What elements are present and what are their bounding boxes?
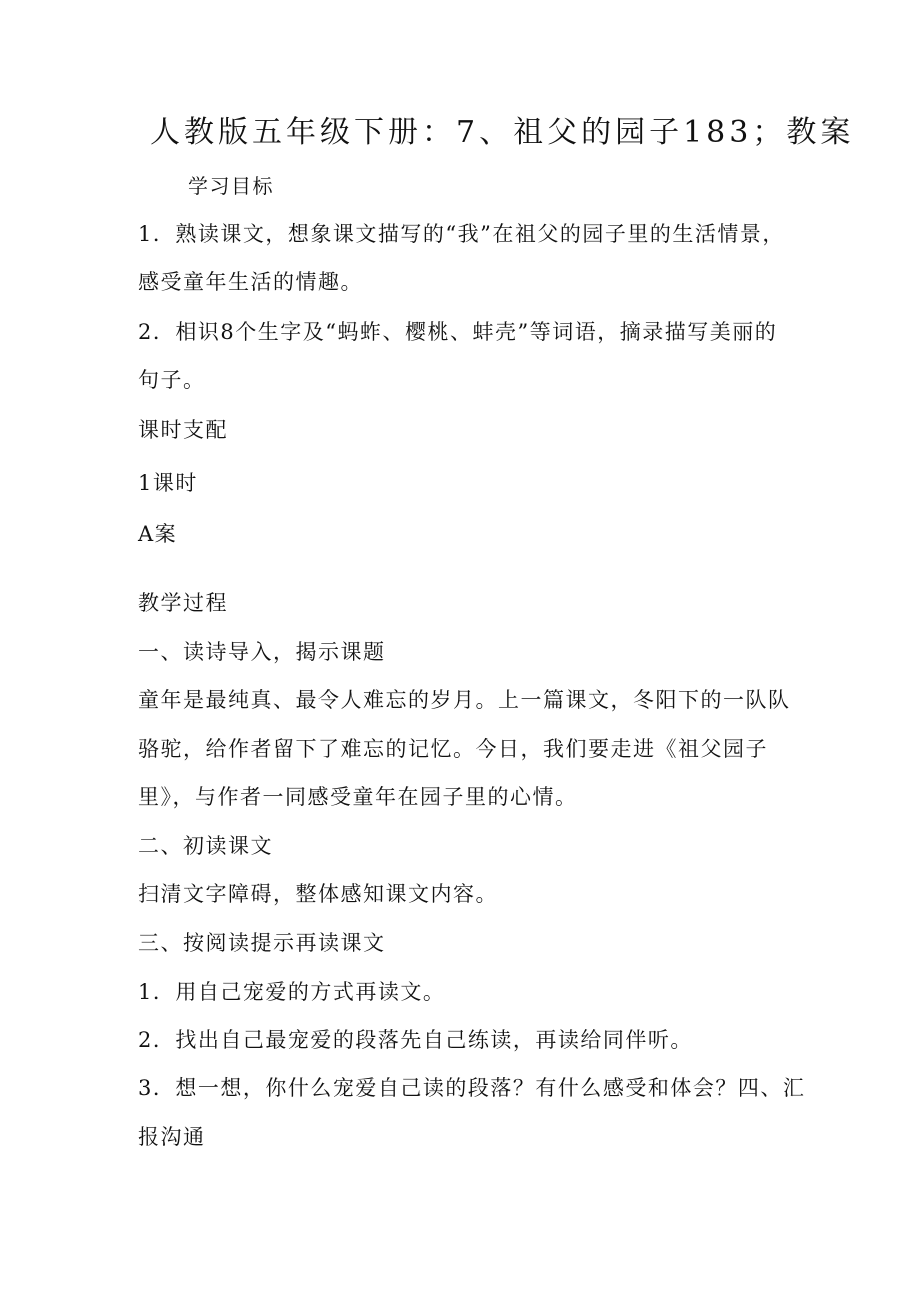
process-heading: 教学过程 [138, 591, 228, 615]
step-3-item-3-line-1: 3．想一想，你什么宠爱自己读的段落？有什么感受和体会？四、汇 [138, 1076, 806, 1100]
step-1-text-line-3: 里》，与作者一同感受童年在园子里的心情。 [138, 785, 578, 809]
step-2-text: 扫清文字障碍，整体感知课文内容。 [138, 882, 498, 906]
objective-1-line-1: 1．熟读课文，想象课文描写的“我”在祖父的园子里的生活情景， [138, 222, 785, 246]
objectives-heading: 学习目标 [188, 174, 274, 198]
objective-2-line-2: 句子。 [138, 368, 206, 392]
schedule-value: 1课时 [138, 471, 198, 495]
step-1-text-line-1: 童年是最纯真、最令人难忘的岁月。上一篇课文，冬阳下的一队队 [138, 688, 791, 712]
step-2-heading: 二、初读课文 [138, 834, 273, 858]
objective-2-line-1: 2．相识8个生字及“蚂蚱、樱桃、蚌壳”等词语，摘录描写美丽的 [138, 320, 778, 344]
step-1-text-line-2: 骆驼，给作者留下了难忘的记忆。今日，我们要走进《祖父园子 [138, 737, 768, 761]
step-3-item-3-line-2: 报沟通 [138, 1125, 206, 1149]
step-1-heading: 一、读诗导入，揭示课题 [138, 640, 386, 664]
step-3-item-1: 1．用自己宠爱的方式再读文。 [138, 980, 446, 1004]
objective-1-line-2: 感受童年生活的情趣。 [138, 270, 363, 294]
document-title: 人教版五年级下册：7、祖父的园子183；教案 [150, 115, 855, 150]
plan-label: A案 [138, 522, 178, 546]
step-3-heading: 三、按阅读提示再读课文 [138, 931, 386, 955]
schedule-heading: 课时支配 [138, 418, 228, 442]
step-3-item-2: 2．找出自己最宠爱的段落先自己练读，再读给同伴听。 [138, 1028, 693, 1052]
